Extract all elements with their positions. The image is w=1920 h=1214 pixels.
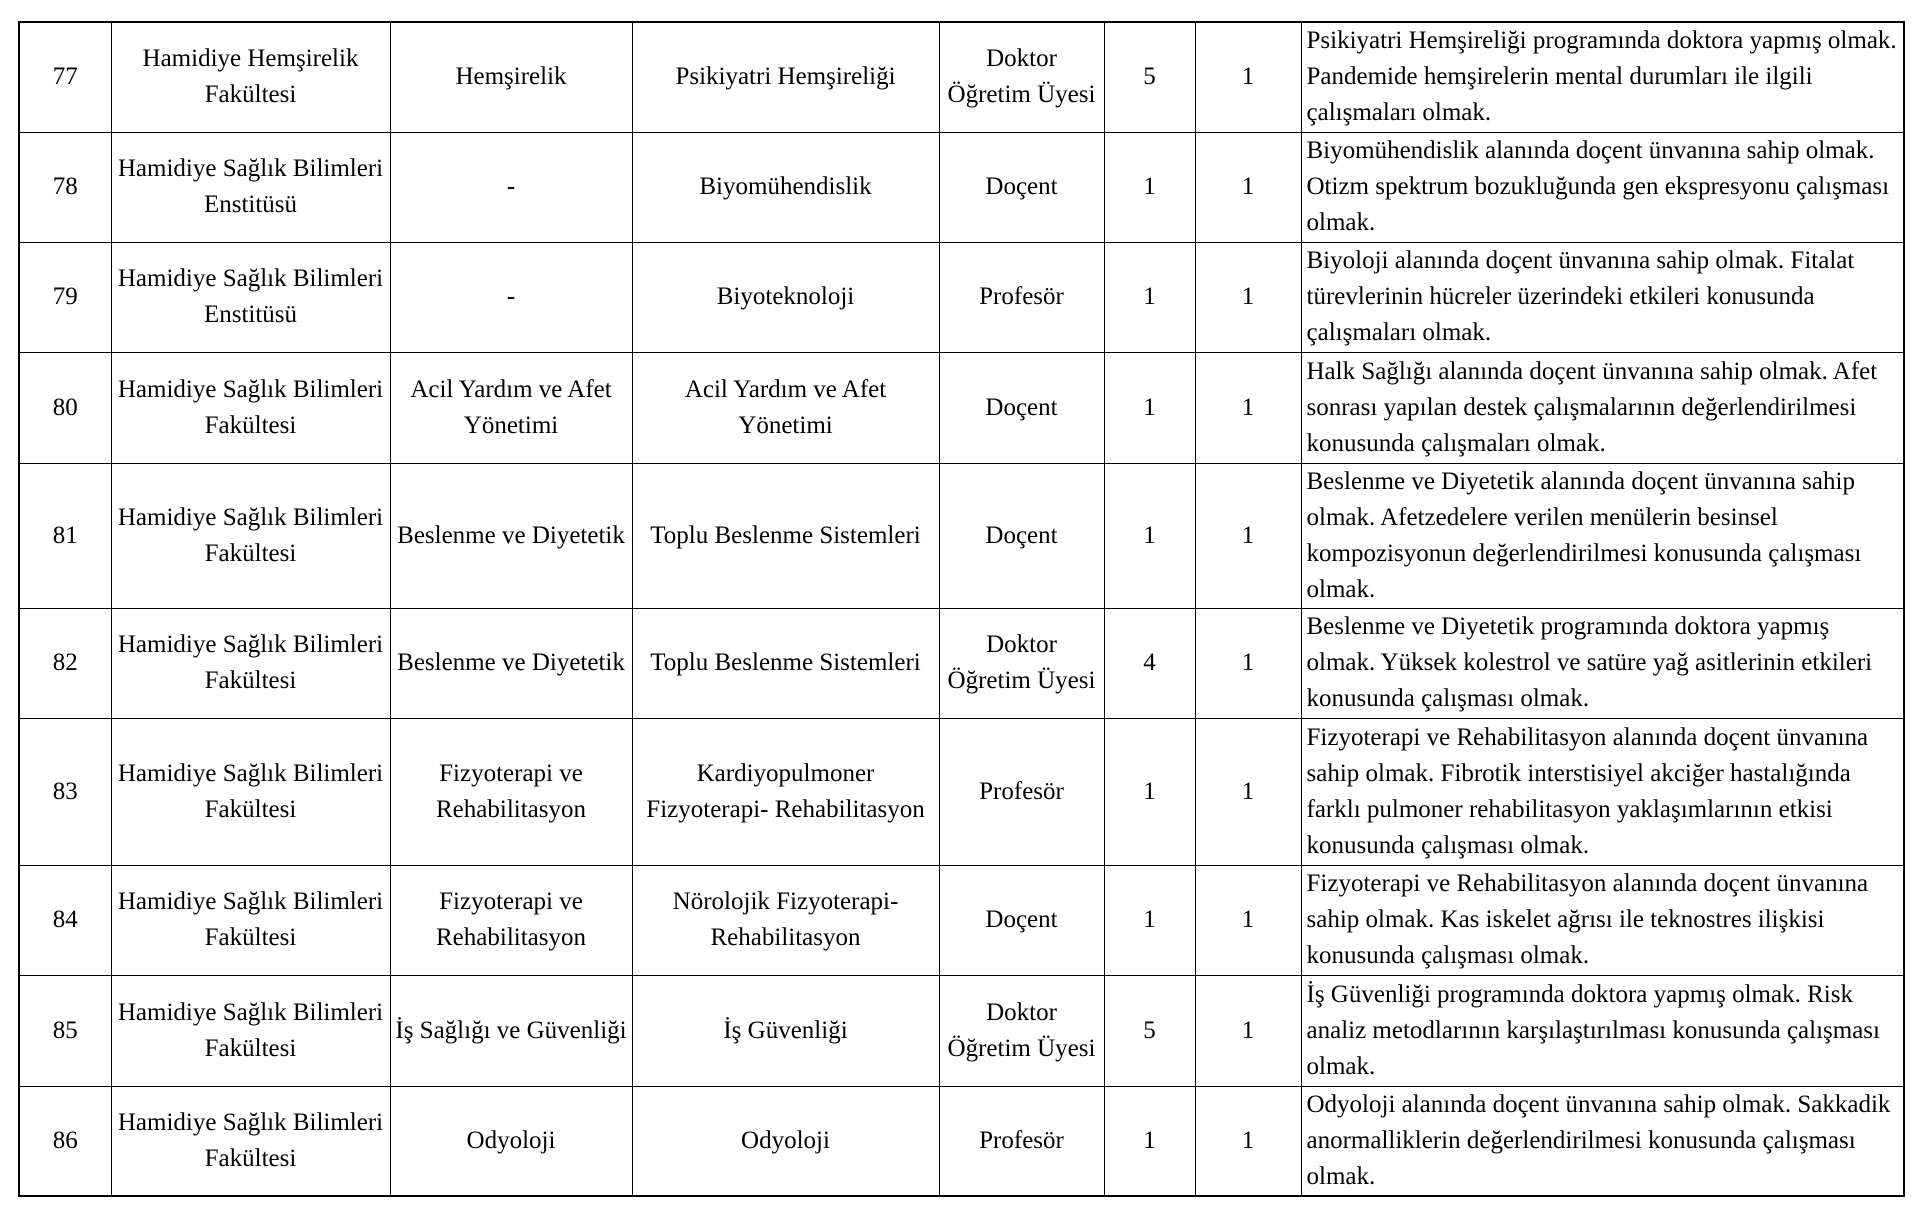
- position-count: 1: [1195, 22, 1301, 132]
- degree: 5: [1104, 975, 1195, 1086]
- unit-name: Hamidiye Sağlık Bilimleri Enstitüsü: [111, 132, 390, 242]
- field-name: Nörolojik Fizyoterapi- Rehabilitasyon: [632, 865, 939, 975]
- row-number: 82: [19, 608, 111, 718]
- position-count: 1: [1195, 718, 1301, 865]
- criteria-text: Beslenme ve Diyetetik programında doktora yapmış olmak. Yüksek kolestrol ve satüre yağ asitlerinin etkileri konusunda çalışması olmak.: [1301, 608, 1904, 718]
- academic-title: Doçent: [939, 865, 1104, 975]
- row-number: 77: [19, 22, 111, 132]
- department-name: Beslenme ve Diyetetik: [390, 608, 632, 718]
- row-number: 84: [19, 865, 111, 975]
- unit-name: Hamidiye Hemşirelik Fakültesi: [111, 22, 390, 132]
- degree: 1: [1104, 242, 1195, 352]
- criteria-text: Fizyoterapi ve Rehabilitasyon alanında doçent ünvanına sahip olmak. Fibrotik interstisiyel akciğer hastalığında farklı pulmoner rehabilitasyon yaklaşımlarının etkisi konusunda çalışması olmak.: [1301, 718, 1904, 865]
- field-name: Biyoteknoloji: [632, 242, 939, 352]
- positions-table: [18, 21, 1905, 1197]
- row-number: 80: [19, 352, 111, 463]
- table-row: [19, 608, 1904, 718]
- row-number: 85: [19, 975, 111, 1086]
- table-row: [19, 242, 1904, 352]
- field-name: Psikiyatri Hemşireliği: [632, 22, 939, 132]
- department-name: Acil Yardım ve Afet Yönetimi: [390, 352, 632, 463]
- row-number: 81: [19, 463, 111, 608]
- table-row: [19, 463, 1904, 608]
- table-row: [19, 1086, 1904, 1196]
- field-name: Odyoloji: [632, 1086, 939, 1196]
- field-name: Kardiyopulmoner Fizyoterapi- Rehabilitasyon: [632, 718, 939, 865]
- criteria-text: Biyomühendislik alanında doçent ünvanına sahip olmak. Otizm spektrum bozukluğunda gen ekspresyonu çalışması olmak.: [1301, 132, 1904, 242]
- criteria-text: Psikiyatri Hemşireliği programında doktora yapmış olmak. Pandemide hemşirelerin mental durumları ile ilgili çalışmaları olmak.: [1301, 22, 1904, 132]
- degree: 1: [1104, 1086, 1195, 1196]
- criteria-text: Halk Sağlığı alanında doçent ünvanına sahip olmak. Afet sonrası yapılan destek çalışmalarının değerlendirilmesi konusunda çalışmaları olmak.: [1301, 352, 1904, 463]
- field-name: Biyomühendislik: [632, 132, 939, 242]
- position-count: 1: [1195, 1086, 1301, 1196]
- field-name: Toplu Beslenme Sistemleri: [632, 463, 939, 608]
- unit-name: Hamidiye Sağlık Bilimleri Fakültesi: [111, 718, 390, 865]
- row-number: 79: [19, 242, 111, 352]
- degree: 1: [1104, 865, 1195, 975]
- row-number: 83: [19, 718, 111, 865]
- academic-title: Doçent: [939, 352, 1104, 463]
- academic-title: Doktor Öğretim Üyesi: [939, 22, 1104, 132]
- table-row: [19, 132, 1904, 242]
- field-name: Toplu Beslenme Sistemleri: [632, 608, 939, 718]
- position-count: 1: [1195, 608, 1301, 718]
- table-row: [19, 865, 1904, 975]
- unit-name: Hamidiye Sağlık Bilimleri Enstitüsü: [111, 242, 390, 352]
- unit-name: Hamidiye Sağlık Bilimleri Fakültesi: [111, 865, 390, 975]
- academic-title: Doktor Öğretim Üyesi: [939, 608, 1104, 718]
- degree: 4: [1104, 608, 1195, 718]
- table-row: [19, 22, 1904, 132]
- department-name: Hemşirelik: [390, 22, 632, 132]
- unit-name: Hamidiye Sağlık Bilimleri Fakültesi: [111, 975, 390, 1086]
- department-name: Fizyoterapi ve Rehabilitasyon: [390, 718, 632, 865]
- criteria-text: Fizyoterapi ve Rehabilitasyon alanında doçent ünvanına sahip olmak. Kas iskelet ağrısı ile teknostres ilişkisi konusunda çalışması olmak.: [1301, 865, 1904, 975]
- academic-title: Doçent: [939, 132, 1104, 242]
- department-name: İş Sağlığı ve Güvenliği: [390, 975, 632, 1086]
- position-count: 1: [1195, 242, 1301, 352]
- degree: 1: [1104, 718, 1195, 865]
- field-name: Acil Yardım ve Afet Yönetimi: [632, 352, 939, 463]
- department-name: -: [390, 242, 632, 352]
- position-count: 1: [1195, 352, 1301, 463]
- department-name: Odyoloji: [390, 1086, 632, 1196]
- field-name: İş Güvenliği: [632, 975, 939, 1086]
- criteria-text: İş Güvenliği programında doktora yapmış olmak. Risk analiz metodlarının karşılaştırılması konusunda çalışması olmak.: [1301, 975, 1904, 1086]
- academic-title: Doçent: [939, 463, 1104, 608]
- criteria-text: Biyoloji alanında doçent ünvanına sahip olmak. Fitalat türevlerinin hücreler üzerindeki etkileri konusunda çalışmaları olmak.: [1301, 242, 1904, 352]
- academic-title: Profesör: [939, 718, 1104, 865]
- department-name: -: [390, 132, 632, 242]
- academic-title: Profesör: [939, 1086, 1104, 1196]
- table-row: [19, 975, 1904, 1086]
- position-count: 1: [1195, 132, 1301, 242]
- criteria-text: Odyoloji alanında doçent ünvanına sahip olmak. Sakkadik anormalliklerin değerlendirilmesi konusunda çalışması olmak.: [1301, 1086, 1904, 1196]
- department-name: Fizyoterapi ve Rehabilitasyon: [390, 865, 632, 975]
- row-number: 86: [19, 1086, 111, 1196]
- position-count: 1: [1195, 975, 1301, 1086]
- position-count: 1: [1195, 463, 1301, 608]
- unit-name: Hamidiye Sağlık Bilimleri Fakültesi: [111, 608, 390, 718]
- criteria-text: Beslenme ve Diyetetik alanında doçent ünvanına sahip olmak. Afetzedelere verilen menülerin besinsel kompozisyonun değerlendirilmesi konusunda çalışması olmak.: [1301, 463, 1904, 608]
- table-row: [19, 352, 1904, 463]
- degree: 1: [1104, 463, 1195, 608]
- unit-name: Hamidiye Sağlık Bilimleri Fakültesi: [111, 1086, 390, 1196]
- degree: 5: [1104, 22, 1195, 132]
- unit-name: Hamidiye Sağlık Bilimleri Fakültesi: [111, 352, 390, 463]
- degree: 1: [1104, 352, 1195, 463]
- table-row: [19, 718, 1904, 865]
- academic-title: Profesör: [939, 242, 1104, 352]
- department-name: Beslenme ve Diyetetik: [390, 463, 632, 608]
- degree: 1: [1104, 132, 1195, 242]
- position-count: 1: [1195, 865, 1301, 975]
- academic-title: Doktor Öğretim Üyesi: [939, 975, 1104, 1086]
- unit-name: Hamidiye Sağlık Bilimleri Fakültesi: [111, 463, 390, 608]
- row-number: 78: [19, 132, 111, 242]
